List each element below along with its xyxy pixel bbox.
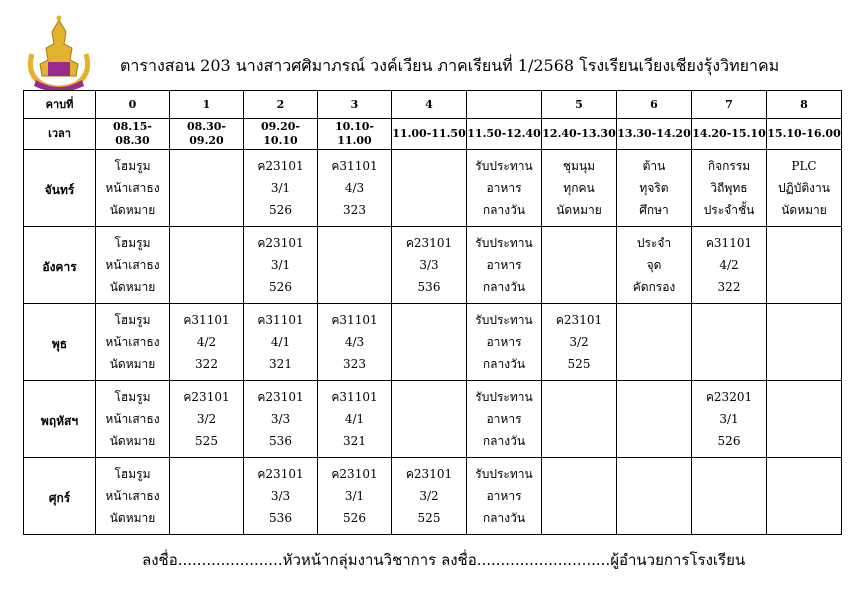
cell-line: นัดหมาย — [556, 203, 602, 217]
cell-line: 4/3 — [344, 335, 365, 349]
cell-line: 536 — [269, 434, 292, 448]
schedule-cell — [244, 381, 318, 458]
schedule-cell — [170, 458, 244, 535]
cell-line: ปฏิบัติงาน — [778, 181, 830, 195]
schedule-cell — [617, 227, 692, 304]
cell-line: รับประทาน — [475, 313, 533, 327]
schedule-cell — [617, 381, 692, 458]
time-slot: 15.10-16.00 — [767, 119, 842, 150]
schedule-cell — [617, 150, 692, 227]
cell-line: กลางวัน — [482, 511, 526, 525]
time-slot: 11.50-12.40 — [467, 119, 542, 150]
cell-line: 3/3 — [419, 258, 439, 272]
cell-line: ค23101 — [257, 467, 304, 481]
cell-line: 526 — [269, 280, 292, 294]
schedule-cell — [318, 150, 392, 227]
day-name-cell — [24, 227, 96, 304]
cell-line: อาหาร — [486, 489, 522, 503]
schedule-cell — [392, 150, 467, 227]
schedule-cell — [392, 304, 467, 381]
cell-line: นัดหมาย — [109, 511, 156, 525]
cell-line: คัดกรอง — [632, 280, 676, 294]
cell-line: 4/1 — [270, 335, 291, 349]
cell-line: อาหาร — [486, 181, 522, 195]
cell-line: โฮมรูม — [114, 313, 151, 327]
cell-line: 322 — [195, 357, 218, 371]
school-logo — [22, 14, 96, 90]
period-number: 0 — [96, 91, 170, 119]
schedule-cell — [96, 304, 170, 381]
schedule-cell — [244, 304, 318, 381]
cell-line: ค31101 — [331, 159, 378, 173]
cell-line: 525 — [417, 511, 441, 525]
schedule-cell — [467, 381, 542, 458]
cell-line: โฮมรูม — [114, 467, 151, 481]
cell-line: รับประทาน — [475, 390, 533, 404]
cell-line: ประจำชั้น — [703, 203, 755, 217]
cell-line: 3/1 — [344, 489, 365, 503]
schedule-cell — [318, 458, 392, 535]
cell-line: 3/1 — [719, 412, 739, 426]
cell-line: หน้าเสาธง — [105, 181, 160, 195]
time-label: เวลา — [24, 119, 96, 150]
cell-line: 4/3 — [344, 181, 365, 195]
schedule-cell — [170, 381, 244, 458]
cell-line: ทุจริต — [639, 181, 669, 195]
schedule-cell — [96, 150, 170, 227]
cell-line: ค23101 — [405, 236, 453, 250]
schedule-cell — [767, 227, 842, 304]
signature-footer: ลงชื่อ......................หัวหน้ากลุ่มงานวิชาการ ลงชื่อ............................ผู้อำนวยการโรงเรียน — [142, 551, 746, 569]
schedule-cell — [170, 227, 244, 304]
schedule-cell — [96, 458, 170, 535]
cell-line: จุด — [646, 258, 662, 272]
schedule-cell — [244, 150, 318, 227]
cell-line: รับประทาน — [475, 159, 533, 173]
schedule-cell — [170, 150, 244, 227]
schedule-cell — [244, 458, 318, 535]
schedule-cell — [542, 304, 617, 381]
period-label: คาบที่ — [24, 91, 96, 119]
cell-line: 322 — [717, 280, 741, 294]
period-number: 3 — [318, 91, 392, 119]
period-number: 1 — [170, 91, 244, 119]
schedule-cell — [692, 304, 767, 381]
cell-line: 3/2 — [569, 335, 589, 349]
period-number — [467, 91, 542, 119]
cell-line: ค23101 — [555, 313, 603, 327]
schedule-cell — [392, 458, 467, 535]
cell-line: 321 — [269, 357, 292, 371]
schedule-cell — [318, 381, 392, 458]
cell-line: 323 — [343, 203, 366, 217]
cell-line: ต้าน — [642, 159, 666, 173]
cell-line: นัดหมาย — [109, 203, 156, 217]
cell-line: นัดหมาย — [109, 357, 156, 371]
cell-line: ค31101 — [331, 390, 378, 404]
cell-line: ทุกคน — [563, 181, 595, 195]
cell-line: 525 — [195, 434, 218, 448]
schedule-cell — [96, 381, 170, 458]
cell-line: 536 — [417, 280, 441, 294]
schedule-cell — [542, 227, 617, 304]
time-slot: 09.20-10.10 — [244, 119, 318, 150]
cell-line: กลางวัน — [482, 357, 526, 371]
schedule-cell — [692, 150, 767, 227]
day-row — [24, 458, 842, 535]
schedule-cell — [467, 150, 542, 227]
time-slot: 14.20-15.10 — [692, 119, 767, 150]
day-row — [24, 227, 842, 304]
cell-line: 323 — [343, 357, 366, 371]
cell-line: รับประทาน — [475, 467, 533, 481]
cell-line: อาหาร — [486, 335, 522, 349]
cell-line: ค31101 — [257, 313, 304, 327]
cell-line: 525 — [567, 357, 591, 371]
cell-line: 4/1 — [344, 412, 365, 426]
cell-line: 3/2 — [196, 412, 217, 426]
cell-line: โฮมรูม — [114, 236, 151, 250]
schedule-cell — [692, 458, 767, 535]
cell-line: ค23201 — [705, 390, 753, 404]
cell-line: กิจกรรม — [707, 159, 751, 173]
cell-line: 536 — [269, 511, 292, 525]
day-name-cell — [24, 304, 96, 381]
schedule-cell — [244, 227, 318, 304]
schedule-cell — [318, 304, 392, 381]
schedule-cell — [617, 458, 692, 535]
day-name-cell — [24, 381, 96, 458]
period-number: 5 — [542, 91, 617, 119]
time-header-row — [24, 119, 842, 150]
cell-line: ค23101 — [331, 467, 378, 481]
cell-line: รับประทาน — [475, 236, 533, 250]
cell-line: นัดหมาย — [781, 203, 827, 217]
period-number: 4 — [392, 91, 467, 119]
schedule-cell — [392, 227, 467, 304]
schedule-cell — [767, 381, 842, 458]
time-slot: 11.00-11.50 — [392, 119, 467, 150]
schedule-cell — [467, 227, 542, 304]
cell-line: ค23101 — [257, 159, 304, 173]
cell-line: ศึกษา — [639, 203, 669, 217]
cell-line: นัดหมาย — [109, 434, 156, 448]
day-row — [24, 381, 842, 458]
cell-line: หน้าเสาธง — [105, 489, 160, 503]
cell-line: 526 — [717, 434, 741, 448]
time-slot: 08.15-08.30 — [96, 119, 170, 150]
cell-line: 3/1 — [270, 258, 291, 272]
cell-line: โฮมรูม — [114, 159, 151, 173]
cell-line: 3/3 — [270, 412, 291, 426]
cell-line: ค23101 — [257, 236, 304, 250]
cell-line: โฮมรูม — [114, 390, 151, 404]
day-name: พฤหัสฯ — [40, 414, 79, 428]
cell-line: อาหาร — [486, 258, 522, 272]
cell-line: ค31101 — [331, 313, 378, 327]
cell-line: 3/1 — [270, 181, 291, 195]
cell-line: ค31101 — [183, 313, 230, 327]
schedule-cell — [617, 304, 692, 381]
schedule-cell — [692, 381, 767, 458]
day-name: อังคาร — [42, 260, 77, 274]
schedule-cell — [170, 304, 244, 381]
day-name: จันทร์ — [44, 183, 75, 197]
cell-line: ประจำ — [636, 236, 672, 250]
cell-line: ค23101 — [183, 390, 230, 404]
cell-line: 4/2 — [196, 335, 217, 349]
cell-line: หน้าเสาธง — [105, 412, 160, 426]
cell-line: กลางวัน — [482, 203, 526, 217]
cell-line: กลางวัน — [482, 434, 526, 448]
schedule-cell — [692, 227, 767, 304]
period-number: 6 — [617, 91, 692, 119]
time-slot: 08.30-09.20 — [170, 119, 244, 150]
schedule-cell — [767, 150, 842, 227]
cell-line: ชุมนุม — [562, 159, 596, 173]
period-number: 8 — [767, 91, 842, 119]
cell-line: 3/2 — [419, 489, 439, 503]
cell-line: อาหาร — [486, 412, 522, 426]
schedule-cell — [318, 227, 392, 304]
cell-line: ค23101 — [405, 467, 453, 481]
day-name: พุธ — [51, 337, 68, 351]
schedule-cell — [96, 227, 170, 304]
cell-line: 526 — [269, 203, 292, 217]
cell-line: หน้าเสาธง — [105, 258, 160, 272]
schedule-cell — [542, 381, 617, 458]
cell-line: กลางวัน — [482, 280, 526, 294]
schedule-cell — [767, 458, 842, 535]
day-row — [24, 304, 842, 381]
cell-line: PLC — [791, 159, 817, 173]
time-slot: 10.10-11.00 — [318, 119, 392, 150]
cell-line: 3/3 — [270, 489, 291, 503]
day-name-cell — [24, 458, 96, 535]
time-slot: 13.30-14.20 — [617, 119, 692, 150]
time-slot: 12.40-13.30 — [542, 119, 617, 150]
cell-line: ค23101 — [257, 390, 304, 404]
schedule-cell — [767, 304, 842, 381]
cell-line: นัดหมาย — [109, 280, 156, 294]
cell-line: หน้าเสาธง — [105, 335, 160, 349]
cell-line: 526 — [343, 511, 366, 525]
day-name: ศุกร์ — [48, 491, 71, 505]
cell-line: 321 — [343, 434, 366, 448]
schedule-cell — [467, 458, 542, 535]
period-number: 7 — [692, 91, 767, 119]
cell-line: ค31101 — [705, 236, 753, 250]
schedule-cell — [542, 458, 617, 535]
cell-line: วิถีพุทธ — [710, 181, 748, 195]
timetable — [23, 90, 842, 535]
day-name-cell — [24, 150, 96, 227]
cell-line: 4/2 — [719, 258, 739, 272]
page-title: ตารางสอน 203 นางสาวศศิมาภรณ์ วงค์เวียน ภาคเรียนที่ 1/2568 โรงเรียนเวียงเชียงรุ้งวิทยาคม — [120, 56, 780, 75]
schedule-cell — [392, 381, 467, 458]
period-header-row — [24, 91, 842, 119]
period-number: 2 — [244, 91, 318, 119]
schedule-cell — [467, 304, 542, 381]
schedule-cell — [542, 150, 617, 227]
day-row — [24, 150, 842, 227]
